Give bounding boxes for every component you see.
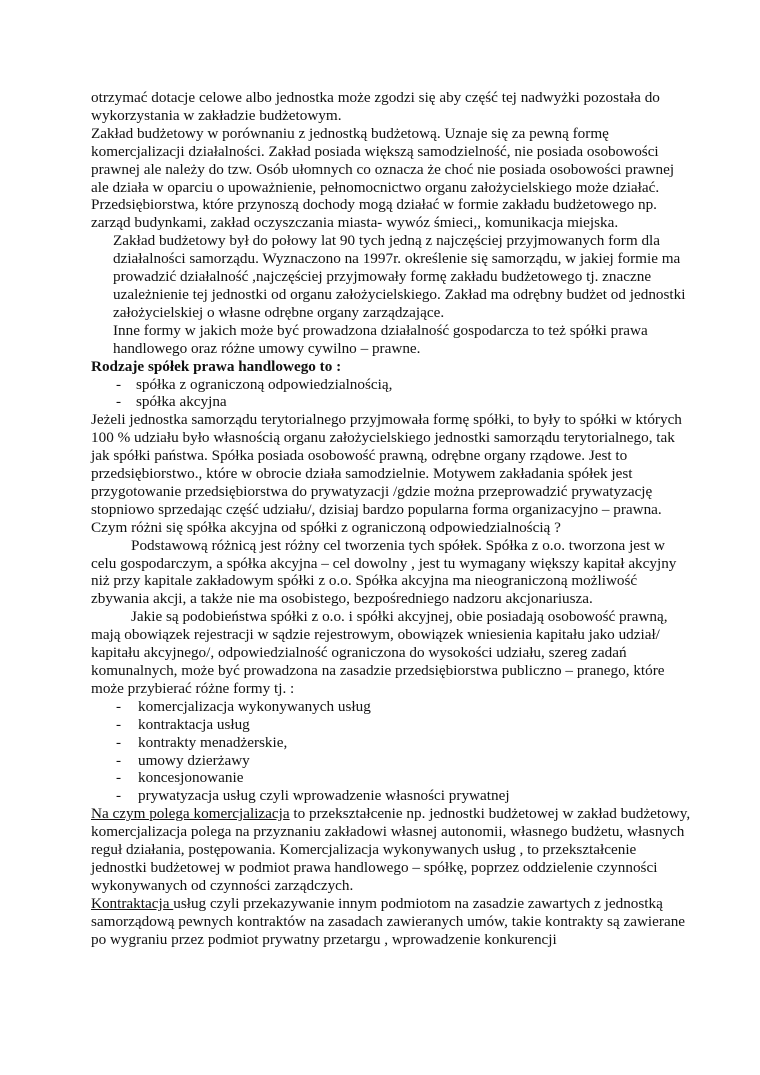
list-item: - umowy dzierżawy (91, 752, 691, 770)
list-forms (91, 698, 691, 805)
underlined-term: Kontraktacja (91, 894, 174, 912)
paragraph-text: to przekształcenie np. jednostki budżetowej w zakład budżetowy, komercjalizacja polega na przyznaniu zakładowi własnej autonomii, własnego budżetu, własnych reguł działania, postępowania. Komercjalizacja wykonywanych usług , to przekształcenie jednostki budżetowej w podmiot prawa handlowego – spółkę, poprzez oddzielenie czynności wykonywanych od czynności zarządczych. (91, 805, 691, 894)
paragraph-zaklad-budzetowy: Zakład budżetowy w porównaniu z jednostką budżetową. Uznaje się za pewną formę komercjalizacji działalności. Zakład posiada większą samodzielność, nie posiada osobowości prawnej ale należy do tzw. Osób ułomnych co oznacza że choć nie posiada osobowości prawnej ale działa w oparciu o upoważnienie, pełnomocnictwo organu założycielskiego może działać. Przedsiębiorstwa, które przynoszą dochody mogą działać w formie zakładu budżetowego np. zarząd budynkami, zakład oczyszczania miasta- wywóz śmieci,, komunikacja miejska. (91, 124, 675, 232)
indented-block (91, 232, 691, 357)
list-item: - spółka akcyjna (91, 393, 691, 411)
list-item: - prywatyzacja usług czyli wprowadzenie własności prywatnej (91, 787, 691, 805)
list-item: - komercjalizacja wykonywanych usług (91, 698, 691, 716)
list-item: - koncesjonowanie (91, 769, 691, 787)
paragraph-kontraktacja (91, 895, 691, 949)
paragraph-lata-90: Zakład budżetowy był do połowy lat 90 tych jedną z najczęściej przyjmowanych form dla działalności samorządu. Wyznaczono na 1997r. określenie się samorządu, w jakiej formie ma prowadzić działalność ,najczęściej przyjmowały formę zakładu budżetowego tj. znaczne uzależnienie tej jednostki od organu założycielskiego. Zakład ma odrębny budżet od jednostki założycielskiej o własne odrębne organy zarządzające. (113, 232, 686, 321)
list-item: - kontraktacja usług (91, 716, 691, 734)
underlined-term: Na czym polega komercjalizacja (91, 805, 290, 823)
paragraph-spolki-jst: Jeżeli jednostka samorządu terytorialnego przyjmowała formę spółki, to były to spółki w których 100 % udziału było własnością organu założycielskiego jednostki samorządu terytorialnego, tak jak spółki państwa. Spółka posiada osobowość prawną, odrębne organy rządowe. Jest to przedsiębiorstwo., które w obrocie działa samodzielnie. Motywem zakładania spółek jest przygotowanie przedsiębiorstwa do prywatyzacji /gdzie można przeprowadzić prywatyzację stopniowo sprzedając część udziału/, dzisiaj bardzo popularna forma organizacyjno – prawna. (91, 411, 682, 518)
paragraph-dotacje: otrzymać dotacje celowe albo jednostka może zgodzi się aby część tej nadwyżki pozostała do wykorzystania w zakładzie budżetowym. (91, 89, 660, 124)
document-body (91, 89, 691, 949)
paragraph-podobienstwa: Jakie są podobieństwa spółki z o.o. i spółki akcyjnej, obie posiadają osobowość prawną, mają obowiązek rejestracji w sądzie rejestrowym, obowiązek wniesienia kapitału jako udział/ kapitału akcyjnego/, odpowiedzialność ograniczona do wysokości udziału, szereg zadań komunalnych, może być prowadzona na zasadzie przedsiębiorstwa publiczno – pranego, które może przybierać różne formy tj. : (91, 608, 668, 697)
list-item: - spółka z ograniczoną odpowiedzialnością, (91, 376, 691, 394)
paragraph-question: Czym różni się spółka akcyjna od spółki z ograniczoną odpowiedzialnością ? (91, 518, 561, 536)
paragraph-text: usług czyli przekazywanie innym podmiotom na zasadzie zawartych z jednostką samorządową pewnych kontraktów na zasadach zawieranych umów, takie kontrakty są zawierane po wygraniu przez podmiot prywatny przetargu , wprowadzenie konkurencji (91, 894, 686, 948)
section-heading: Rodzaje spółek prawa handlowego to : (91, 357, 342, 375)
list-company-types (91, 376, 691, 412)
paragraph-inne-formy: Inne formy w jakich może być prowadzona działalność gospodarcza to też spółki prawa handlowego oraz różne umowy cywilno – prawne. (113, 321, 648, 357)
paragraph-komercjalizacja (91, 805, 691, 895)
paragraph-roznice: Podstawową różnicą jest różny cel tworzenia tych spółek. Spółka z o.o. tworzona jest w celu gospodarczym, a spółka akcyjna – cel dowolny , jest tu wymagany większy kapitał akcyjny niż przy kapitale zakładowym spółki z o.o. Spółka akcyjna ma nieograniczoną możliwość zbywania akcji, a także nie ma osobistego, bezpośredniego nadzoru akcjonariusza. (91, 536, 677, 608)
list-item: - kontrakty menadżerskie, (91, 734, 691, 752)
